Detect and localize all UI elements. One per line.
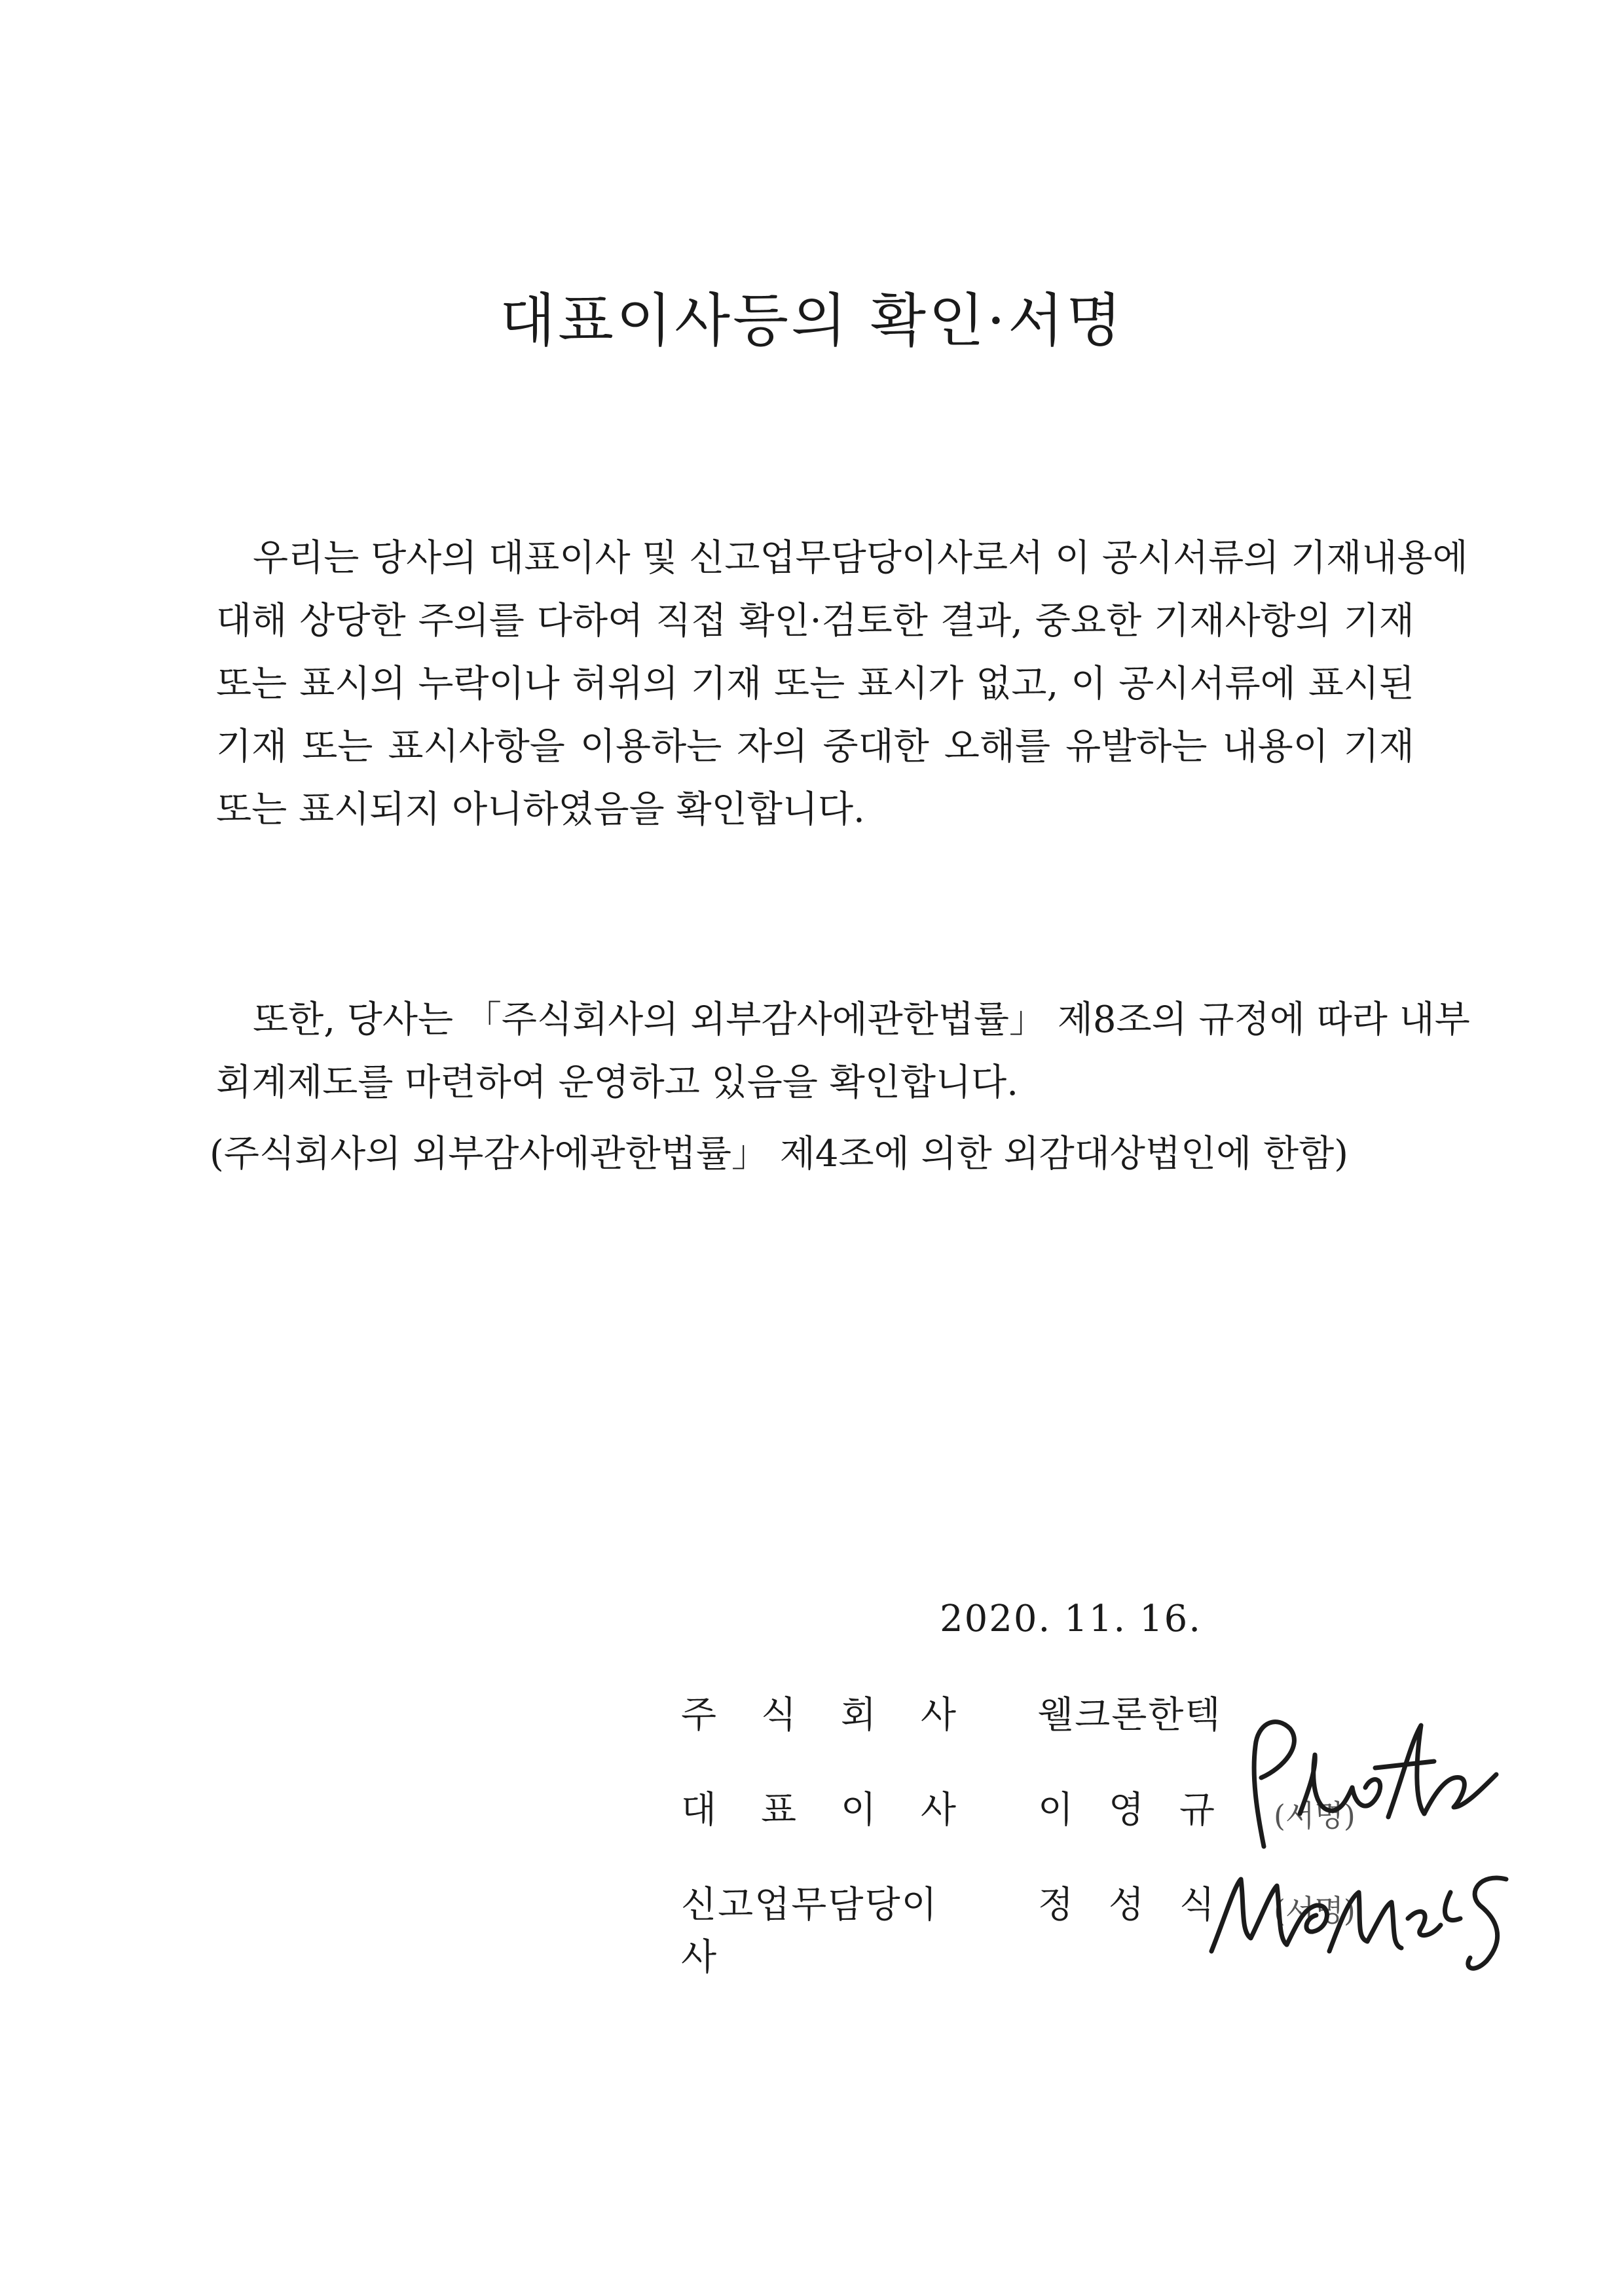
paragraph-line: 대해 상당한 주의를 다하여 직접 확인·검토한 결과, 중요한 기재사항의 기재 <box>216 600 1414 642</box>
company-label-text <box>681 1689 956 1742</box>
label-char: 대 <box>681 1789 717 1831</box>
label-char: 정 <box>1038 1884 1074 1926</box>
label-char: 식 <box>1179 1884 1215 1926</box>
ceo-label <box>681 1784 956 1837</box>
label-char: 규 <box>1179 1789 1215 1831</box>
ceo-sign-mark: (서명) <box>1274 1798 1356 1833</box>
paragraph-line: 또는 표시되지 아니하였음을 확인합니다. <box>216 788 865 831</box>
officer-label: 신고업무담당이사 <box>681 1884 938 1979</box>
ceo-name <box>1038 1784 1234 1837</box>
label-char: 식 <box>760 1694 797 1736</box>
label-char: 주 <box>681 1694 717 1736</box>
label-char: 이 <box>1038 1789 1074 1831</box>
paragraph-line: 우리는 당사의 대표이사 및 신고업무담당이사로서 이 공시서류의 기재내용에 <box>253 537 1468 579</box>
label-char: 사 <box>920 1789 956 1831</box>
label-char: 영 <box>1108 1789 1145 1831</box>
document-date: 2020. 11. 16. <box>940 1598 1202 1640</box>
label-char: 성 <box>1108 1884 1145 1926</box>
officer-name-text <box>1038 1879 1215 1932</box>
paragraph-line: 또한, 당사는 「주식회사의 외부감사에관한법률」 제8조의 규정에 따라 내부 <box>253 999 1470 1041</box>
company-name: 웰크론한텍 <box>1038 1694 1222 1736</box>
ceo-name-text <box>1038 1784 1215 1837</box>
page-title: 대표이사등의 확인·서명 <box>499 287 1125 354</box>
confirmation-paragraph <box>216 527 1468 841</box>
scope-note-text: (주식회사의 외부감사에관한법률」 제4조에 의한 외감대상법인에 한함) <box>210 1133 1349 1175</box>
internal-control-paragraph <box>216 989 1470 1114</box>
officer-handwritten-signature <box>1205 1853 1519 1977</box>
scope-note <box>210 1123 1408 1186</box>
company-label <box>681 1689 956 1742</box>
ceo-label-text <box>681 1784 956 1837</box>
ceo-handwritten-signature <box>1238 1716 1513 1866</box>
paragraph-line: 기재 또는 표시사항을 이용하는 자의 중대한 오해를 유발하는 내용이 기재 <box>216 725 1414 768</box>
label-char: 표 <box>760 1789 797 1831</box>
paragraph-line: 회계제도를 마련하여 운영하고 있음을 확인합니다. <box>216 1061 1019 1104</box>
label-char: 사 <box>920 1694 956 1736</box>
label-char: 회 <box>840 1694 877 1736</box>
paragraph-line: 또는 표시의 누락이나 허위의 기재 또는 표시가 없고, 이 공시서류에 표시된 <box>216 663 1414 705</box>
label-char: 이 <box>840 1789 877 1831</box>
officer-sign-mark: (서명) <box>1274 1893 1356 1928</box>
